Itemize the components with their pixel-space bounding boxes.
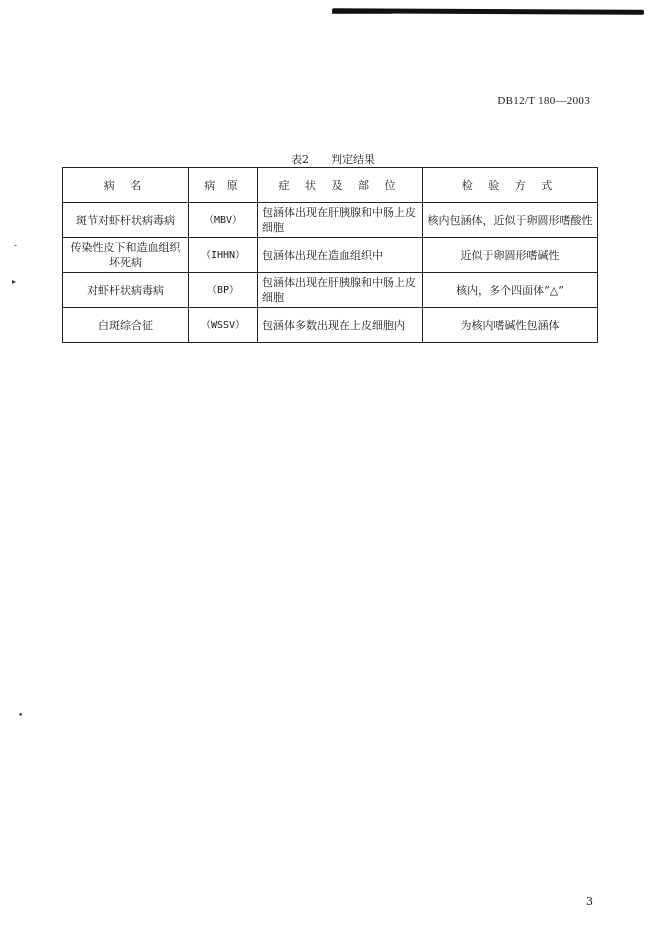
cell-disease-name: 对虾杆状病毒病 [63, 273, 189, 308]
cell-pathogen: （WSSV） [189, 308, 258, 343]
document-code: DB12/T 180—2003 [497, 95, 590, 107]
cell-disease-name: 斑节对虾杆状病毒病 [63, 203, 189, 238]
table-row [63, 203, 598, 238]
cell-pathogen: （BP） [189, 273, 258, 308]
cell-pathogen: （MBV） [189, 203, 258, 238]
column-header-pathogen: 病 原 [189, 168, 258, 203]
cell-disease-name: 白斑综合征 [63, 308, 189, 343]
table-caption-number: 表2 [291, 153, 309, 166]
table-caption [0, 151, 666, 167]
scan-speck: • [18, 711, 24, 721]
cell-symptom: 包涵体出现在肝胰腺和中肠上皮细胞 [258, 273, 423, 308]
cell-pathogen: （IHHN） [189, 238, 258, 273]
cell-disease-name: 传染性皮下和造血组织坏死病 [63, 238, 189, 273]
cell-test-method: 核内包涵体，近似于卵圆形嗜酸性 [423, 203, 598, 238]
cell-symptom: 包涵体出现在造血组织中 [258, 238, 423, 273]
cell-test-method: 核内，多个四面体“△” [423, 273, 598, 308]
column-header-symptom-location: 症 状 及 部 位 [258, 168, 423, 203]
cell-test-method: 近似于卵圆形嗜碱性 [423, 238, 598, 273]
page-number: 3 [586, 895, 593, 908]
judgment-result-table [62, 167, 598, 343]
table-row [63, 238, 598, 273]
scan-speck: - [14, 241, 18, 251]
scan-speck: ▸ [12, 277, 17, 286]
table-row [63, 308, 598, 343]
table-row [63, 273, 598, 308]
column-header-disease-name: 病 名 [63, 168, 189, 203]
cell-symptom: 包涵体多数出现在上皮细胞内 [258, 308, 423, 343]
table-caption-title: 判定结果 [331, 153, 375, 166]
table-header-row [63, 168, 598, 203]
top-scan-rule-thin [332, 13, 392, 14]
cell-symptom: 包涵体出现在肝胰腺和中肠上皮细胞 [258, 203, 423, 238]
column-header-test-method: 检 验 方 式 [423, 168, 598, 203]
cell-test-method: 为核内嗜碱性包涵体 [423, 308, 598, 343]
